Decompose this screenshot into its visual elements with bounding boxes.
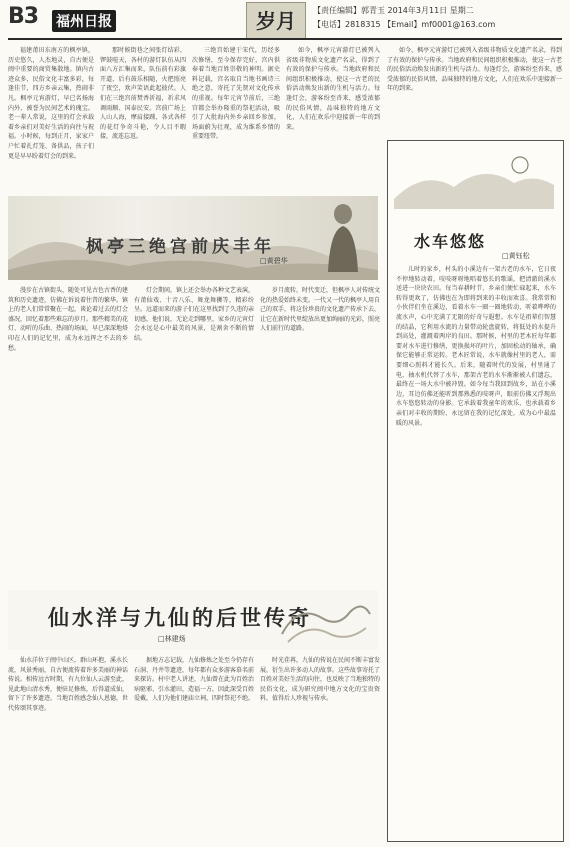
article1-column-2: 那时候街巷之间张灯结彩，锣鼓喧天，各村的游灯队伍从四面八方汇集而来，队伍前有彩旗开道，后有鼓乐相随，火把照亮了夜空，欢声笑语此起彼伏。人们在三绝宫前焚香祈福，祈求风调雨顺、国泰民安。宫前广场上人山人海，摩肩接踵，各式各样的花灯争奇斗艳，令人目不暇接，流连忘返。 <box>100 47 186 141</box>
article3-title: 水车悠悠 <box>414 232 487 251</box>
page-number: B3 <box>8 4 39 29</box>
article1-column-5: 如今，枫亭元宵游灯已被列入省级非物质文化遗产名录，得到了有效的保护与传承。当地政府和民间组织积极推动，使这一古老的民俗活动焕发出新的生机与活力。每逢灯会，游客纷至沓来，感受浓郁的民俗风情，品味独特的地方文化，人们在欢乐中迎接新一年的到来。 <box>387 47 562 93</box>
figure-illustration-icon <box>318 200 368 272</box>
header-meta <box>313 4 495 32</box>
cloud-swirl-icon <box>278 594 374 646</box>
article2-byline: □林建炀 <box>158 635 186 643</box>
article1-column-lower-3: 岁月流转，时代变迁，但枫亭人对传统文化的热爱始终未变。一代又一代的枫亭人用自己的双手，将这份珍贵的文化遗产传承下去，让它在新时代里绽放出更加绚丽的光彩，照亮人们前行的道路。 <box>260 287 380 333</box>
page-header <box>8 0 562 40</box>
section-title: 岁月 <box>246 2 306 40</box>
article1-column-lower-1: 漫步在古镇街头，随处可见古色古香的建筑和历史遗迹，仿佛在诉说着往昔的繁华。镇上的老人们常常聚在一起，谈论着过去的灯会盛况，回忆着那些难忘的岁月。那些精美的花灯、动听的乐曲、热闹的场面，早已深深地烙印在人们的记忆里，成为永远挥之不去的乡愁。 <box>8 287 128 352</box>
article1-column-3: 三绝宫始建于宋代，历经多次修缮，至今保存完好，宫内供奉着当地百姓崇敬的神明。据史料记载，宫名取自当地书画诗三绝之意，寄托了先贤对文化传承的重视。每年元宵节前后，三绝宫都会举办隆重的祭祀活动，吸引了大批海内外乡亲回乡参加，场面蔚为壮观，成为维系乡情的重要纽带。 <box>192 47 280 141</box>
article2-column-3: 时光荏苒，九仙的传说在民间不断丰富发展，衍生出许多动人的故事。这些故事寄托了百姓对美好生活的向往，也反映了当地独特的民俗文化，成为研究闽中地方文化的宝贵资料，值得后人珍视与传承。 <box>260 657 380 703</box>
article2-column-2: 据地方志记载，九仙修炼之处至今仍存有石洞、丹井等遗迹，每年都有众多游客慕名前来探访。村中老人讲述，九仙曾在此为百姓治病驱邪、引水灌田，造福一方，因此深受百姓爱戴，人们为他们建庙立祠，四时祭祀不绝。 <box>134 657 254 703</box>
article1-title: 枫亭三绝宫前庆丰年 <box>86 237 275 257</box>
article1-byline: □黄碧华 <box>260 257 288 265</box>
editor-line: 【责任编辑】郭青玉 2014年3月11日 星期二 <box>313 6 474 15</box>
newspaper-logo: 福州日报 <box>52 10 116 32</box>
article1-column-lower-2: 灯会期间，镇上还会举办各种文艺表演，有莆仙戏、十音八乐、舞龙舞狮等，精彩纷呈。远道而来的游子们在这里找到了久违的亲切感，他们说，无论走到哪里，家乡的元宵灯会永远是心中最美的风景，是割舍不断的情结。 <box>134 287 254 342</box>
article1-column-4: 如今，枫亭元宵游灯已被列入省级非物质文化遗产名录，得到了有效的保护与传承。当地政府和民间组织积极推动，使这一古老的民俗活动焕发出新的生机与活力。每逢灯会，游客纷至沓来，感受浓郁的民俗风情，品味独特的地方文化，人们在欢乐中迎接新一年的到来。 <box>286 47 380 131</box>
ink-landscape-icon <box>394 149 554 209</box>
article2-banner <box>8 590 378 650</box>
article3-body: 儿时的家乡，村头的小溪边有一架古老的水车，它日夜不停地转动着，吱吱呀呀地唱着悠长的歌谣，把清澈的溪水送进一块块农田。每当春耕时节，乡亲们便忙碌起来，水车转得更欢了，仿佛也在为即将到来的丰收而欢喜。我常常和小伙伴们坐在溪边，看着水车一圈一圈地转动，听着哗哗的流水声，心中充满了无限的好奇与遐想。水车是祖辈们智慧的结晶，它利用水流的力量带动轮盘旋转，将低处的水提升到高处，灌溉着两岸的良田。那时候，村里的老木匠每年都要对水车进行修缮，更换损坏的叶片，加固松动的轴承，确保它能够正常运转。老木匠常说，水车就像村里的老人，需要细心照料才能长久。后来，随着时代的发展，村里通了电，抽水机代替了水车，那架古老的水车渐渐被人们遗忘，最终在一场大水中被冲毁。如今每当我回到故乡，站在小溪边，耳边仿佛还能听到那熟悉的吱呀声，眼前仿佛又浮现出水车悠悠转动的身影。它承载着我童年的欢乐，也承载着乡亲们对丰收的期盼，永远留在我的记忆深处，成为心中最温暖的风景。 <box>396 266 556 427</box>
article1-banner <box>8 196 378 280</box>
article3-box <box>387 140 564 842</box>
article2-title: 仙水洋与九仙的后世传奇 <box>48 605 312 630</box>
article1-column-1: 福建莆田东南方的枫亭镇，历史悠久，人杰地灵，自古便是闽中重要的商贸集散地。镇内古迹众多，民俗文化丰富多彩，每逢佳节，四方乡亲云集，热闹非凡。枫亭元宵游灯，早已名扬海内外，被誉为民间艺术的瑰宝。老一辈人常说，这里的灯会承载着乡亲们对美好生活的向往与祝福。小时候，每到正月，家家户户忙着扎灯笼、备供品，孩子们更是早早盼着灯会的到来。 <box>8 47 94 160</box>
article3-byline: □黄钰松 <box>502 252 530 260</box>
contact-line: 【电话】2818315 【Email】mf0001@163.com <box>313 20 496 29</box>
header-rule <box>8 38 562 40</box>
article2-column-1: 仙水洋位于闽中山区，群山环抱，溪水长流，风景秀丽，自古便流传着许多美丽的神话传说。相传远古时期，有九位仙人云游至此，见此地山清水秀，便驻足修炼，后得道成仙，留下了许多遗迹。当地百姓感念仙人恩德，世代传颂其事迹。 <box>8 657 128 712</box>
